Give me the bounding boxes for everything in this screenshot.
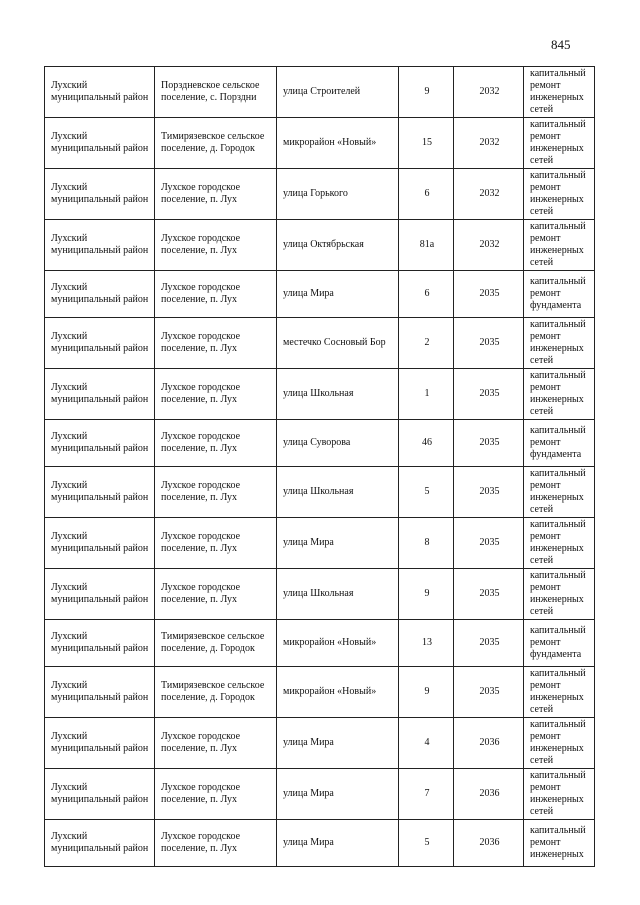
street-cell: улица Суворова — [277, 420, 399, 467]
settlement-cell: Тимирязевское сельское поселение, д. Городок — [155, 620, 277, 667]
settlement-cell: Тимирязевское сельское поселение, д. Городок — [155, 667, 277, 718]
settlement-cell: Лухское городское поселение, п. Лух — [155, 569, 277, 620]
street-cell: микрорайон «Новый» — [277, 667, 399, 718]
district-cell: Лухский муниципальный район — [45, 369, 155, 420]
street-cell: улица Школьная — [277, 569, 399, 620]
year-cell: 2035 — [454, 467, 524, 518]
district-cell: Лухский муниципальный район — [45, 67, 155, 118]
district-cell: Лухский муниципальный район — [45, 118, 155, 169]
year-cell: 2035 — [454, 420, 524, 467]
table-row — [45, 569, 595, 620]
work-type-cell: капитальный ремонт инженерных сетей — [524, 118, 595, 169]
house-number-cell: 6 — [399, 169, 454, 220]
settlement-cell: Лухское городское поселение, п. Лух — [155, 369, 277, 420]
year-cell: 2035 — [454, 369, 524, 420]
table-row — [45, 718, 595, 769]
street-cell: улица Мира — [277, 518, 399, 569]
district-cell: Лухский муниципальный район — [45, 620, 155, 667]
table-row — [45, 318, 595, 369]
settlement-cell: Тимирязевское сельское поселение, д. Городок — [155, 118, 277, 169]
street-cell: микрорайон «Новый» — [277, 118, 399, 169]
settlement-cell: Лухское городское поселение, п. Лух — [155, 220, 277, 271]
district-cell: Лухский муниципальный район — [45, 518, 155, 569]
work-type-cell: капитальный ремонт инженерных — [524, 820, 595, 867]
table-row — [45, 369, 595, 420]
settlement-cell: Лухское городское поселение, п. Лух — [155, 820, 277, 867]
table-row — [45, 667, 595, 718]
house-number-cell: 7 — [399, 769, 454, 820]
district-cell: Лухский муниципальный район — [45, 169, 155, 220]
year-cell: 2035 — [454, 569, 524, 620]
registry-table — [44, 66, 595, 867]
house-number-cell: 13 — [399, 620, 454, 667]
year-cell: 2035 — [454, 318, 524, 369]
house-number-cell: 9 — [399, 569, 454, 620]
house-number-cell: 2 — [399, 318, 454, 369]
settlement-cell: Лухское городское поселение, п. Лух — [155, 271, 277, 318]
year-cell: 2032 — [454, 220, 524, 271]
work-type-cell: капитальный ремонт инженерных сетей — [524, 667, 595, 718]
district-cell: Лухский муниципальный район — [45, 420, 155, 467]
street-cell: улица Школьная — [277, 467, 399, 518]
district-cell: Лухский муниципальный район — [45, 467, 155, 518]
work-type-cell: капитальный ремонт фундамента — [524, 420, 595, 467]
year-cell: 2035 — [454, 271, 524, 318]
house-number-cell: 8 — [399, 518, 454, 569]
work-type-cell: капитальный ремонт инженерных сетей — [524, 318, 595, 369]
table-row — [45, 271, 595, 318]
work-type-cell: капитальный ремонт инженерных сетей — [524, 67, 595, 118]
street-cell: улица Октябрьская — [277, 220, 399, 271]
district-cell: Лухский муниципальный район — [45, 820, 155, 867]
district-cell: Лухский муниципальный район — [45, 667, 155, 718]
year-cell: 2032 — [454, 67, 524, 118]
district-cell: Лухский муниципальный район — [45, 318, 155, 369]
work-type-cell: капитальный ремонт инженерных сетей — [524, 769, 595, 820]
house-number-cell: 4 — [399, 718, 454, 769]
table-body — [45, 67, 595, 867]
work-type-cell: капитальный ремонт инженерных сетей — [524, 518, 595, 569]
year-cell: 2036 — [454, 769, 524, 820]
page-number: 845 — [551, 37, 571, 52]
year-cell: 2035 — [454, 518, 524, 569]
table-row — [45, 518, 595, 569]
settlement-cell: Лухское городское поселение, п. Лух — [155, 718, 277, 769]
work-type-cell: капитальный ремонт фундамента — [524, 271, 595, 318]
table-row — [45, 620, 595, 667]
district-cell: Лухский муниципальный район — [45, 220, 155, 271]
year-cell: 2035 — [454, 620, 524, 667]
district-cell: Лухский муниципальный район — [45, 569, 155, 620]
table-row — [45, 420, 595, 467]
settlement-cell: Лухское городское поселение, п. Лух — [155, 169, 277, 220]
settlement-cell: Лухское городское поселение, п. Лух — [155, 467, 277, 518]
year-cell: 2036 — [454, 820, 524, 867]
street-cell: местечко Сосновый Бор — [277, 318, 399, 369]
street-cell: улица Мира — [277, 718, 399, 769]
settlement-cell: Лухское городское поселение, п. Лух — [155, 420, 277, 467]
work-type-cell: капитальный ремонт инженерных сетей — [524, 169, 595, 220]
house-number-cell: 5 — [399, 467, 454, 518]
table-row — [45, 220, 595, 271]
table-row — [45, 67, 595, 118]
work-type-cell: капитальный ремонт инженерных сетей — [524, 369, 595, 420]
settlement-cell: Порздневское сельское поселение, с. Порздни — [155, 67, 277, 118]
work-type-cell: капитальный ремонт инженерных сетей — [524, 467, 595, 518]
street-cell: улица Мира — [277, 820, 399, 867]
house-number-cell: 5 — [399, 820, 454, 867]
street-cell: улица Мира — [277, 271, 399, 318]
street-cell: улица Горького — [277, 169, 399, 220]
district-cell: Лухский муниципальный район — [45, 718, 155, 769]
work-type-cell: капитальный ремонт инженерных сетей — [524, 220, 595, 271]
district-cell: Лухский муниципальный район — [45, 769, 155, 820]
house-number-cell: 6 — [399, 271, 454, 318]
work-type-cell: капитальный ремонт инженерных сетей — [524, 718, 595, 769]
street-cell: улица Мира — [277, 769, 399, 820]
table-row — [45, 769, 595, 820]
settlement-cell: Лухское городское поселение, п. Лух — [155, 518, 277, 569]
street-cell: микрорайон «Новый» — [277, 620, 399, 667]
house-number-cell: 15 — [399, 118, 454, 169]
street-cell: улица Строителей — [277, 67, 399, 118]
settlement-cell: Лухское городское поселение, п. Лух — [155, 769, 277, 820]
table-row — [45, 118, 595, 169]
district-cell: Лухский муниципальный район — [45, 271, 155, 318]
year-cell: 2035 — [454, 667, 524, 718]
year-cell: 2032 — [454, 169, 524, 220]
table-row — [45, 169, 595, 220]
house-number-cell: 1 — [399, 369, 454, 420]
table-row — [45, 467, 595, 518]
house-number-cell: 9 — [399, 667, 454, 718]
work-type-cell: капитальный ремонт инженерных сетей — [524, 569, 595, 620]
street-cell: улица Школьная — [277, 369, 399, 420]
house-number-cell: 81а — [399, 220, 454, 271]
house-number-cell: 46 — [399, 420, 454, 467]
table-row — [45, 820, 595, 867]
house-number-cell: 9 — [399, 67, 454, 118]
settlement-cell: Лухское городское поселение, п. Лух — [155, 318, 277, 369]
year-cell: 2032 — [454, 118, 524, 169]
year-cell: 2036 — [454, 718, 524, 769]
work-type-cell: капитальный ремонт фундамента — [524, 620, 595, 667]
